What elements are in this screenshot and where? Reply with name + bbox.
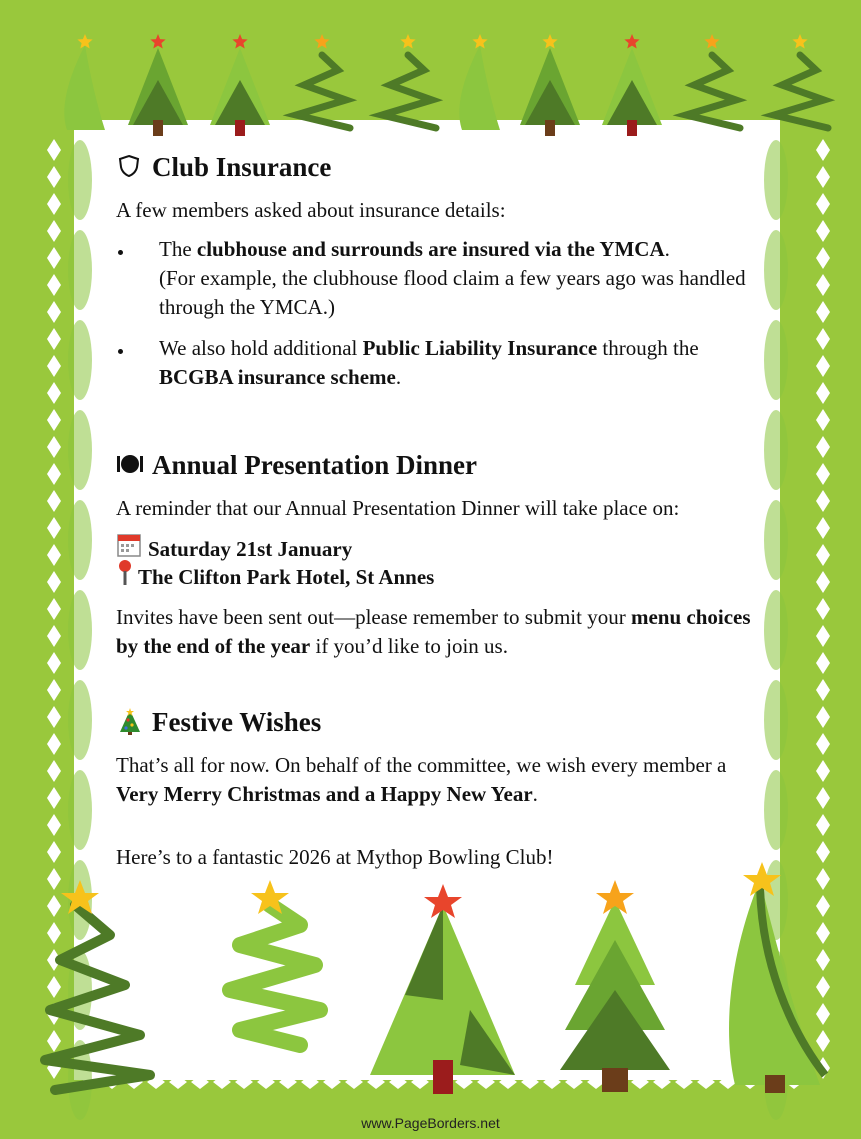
list-item [116,235,756,322]
section-title-festive [116,705,756,739]
text: The [159,237,197,261]
text: . [664,237,670,261]
dinner-venue-text: The Clifton Park Hotel, St Annes [138,564,435,589]
bold-text: menu choices by the end of the year [116,605,751,658]
pushpin-icon [116,559,134,595]
insurance-note: (For example, the clubhouse flood claim a few years ago was handled through the YMCA.) [159,266,746,319]
dinner-date [116,535,756,563]
text: We also hold additional [159,336,363,360]
section-title-insurance [116,150,756,184]
dinner-intro: A reminder that our Annual Presentation Dinner will take place on: [116,496,680,520]
layered-tree-4 [560,880,670,1092]
dinner-paragraph [116,603,756,661]
swirl-tree-5 [729,862,825,1093]
shield-icon [116,153,144,181]
christmas-tree-icon [116,708,144,736]
festive-paragraph [116,751,756,809]
plate-cutlery-icon [116,451,144,479]
insurance-intro: A few members asked about insurance details: [116,198,506,222]
dinner-title: Annual Presentation Dinner [152,450,478,480]
dinner-date-text: Saturday 21st January [148,536,353,561]
insurance-title: Club Insurance [152,152,332,182]
text: Invites have been sent out—please remember to submit your [116,605,631,629]
text: . [532,782,538,806]
bold-text: Public Liability Insurance [362,336,598,360]
text: through the [597,336,699,360]
text: . [395,365,402,389]
insurance-list [116,235,756,392]
footer-credit[interactable]: www.PageBorders.net [361,1115,500,1131]
closing-line: Here’s to a fantastic 2026 at Mythop Bowling Club! [116,845,554,869]
festive-title: Festive Wishes [152,707,322,737]
bold-text: Very Merry Christmas and a Happy New Year [116,782,533,806]
dinner-venue [116,563,756,591]
section-title-dinner [116,448,756,482]
bold-text: BCGBA insurance scheme [159,365,396,389]
scribble-tree-2 [230,880,320,1045]
bold-text: clubhouse and surrounds are insured via the YMCA [196,237,665,261]
newsletter-content [116,150,756,872]
text: if you’d like to join us. [310,634,508,658]
text: That’s all for now. On behalf of the committee, we wish every member a [116,753,727,777]
list-item [116,334,756,392]
triangle-tree-3 [370,884,515,1094]
scribble-tree-1 [45,880,150,1090]
